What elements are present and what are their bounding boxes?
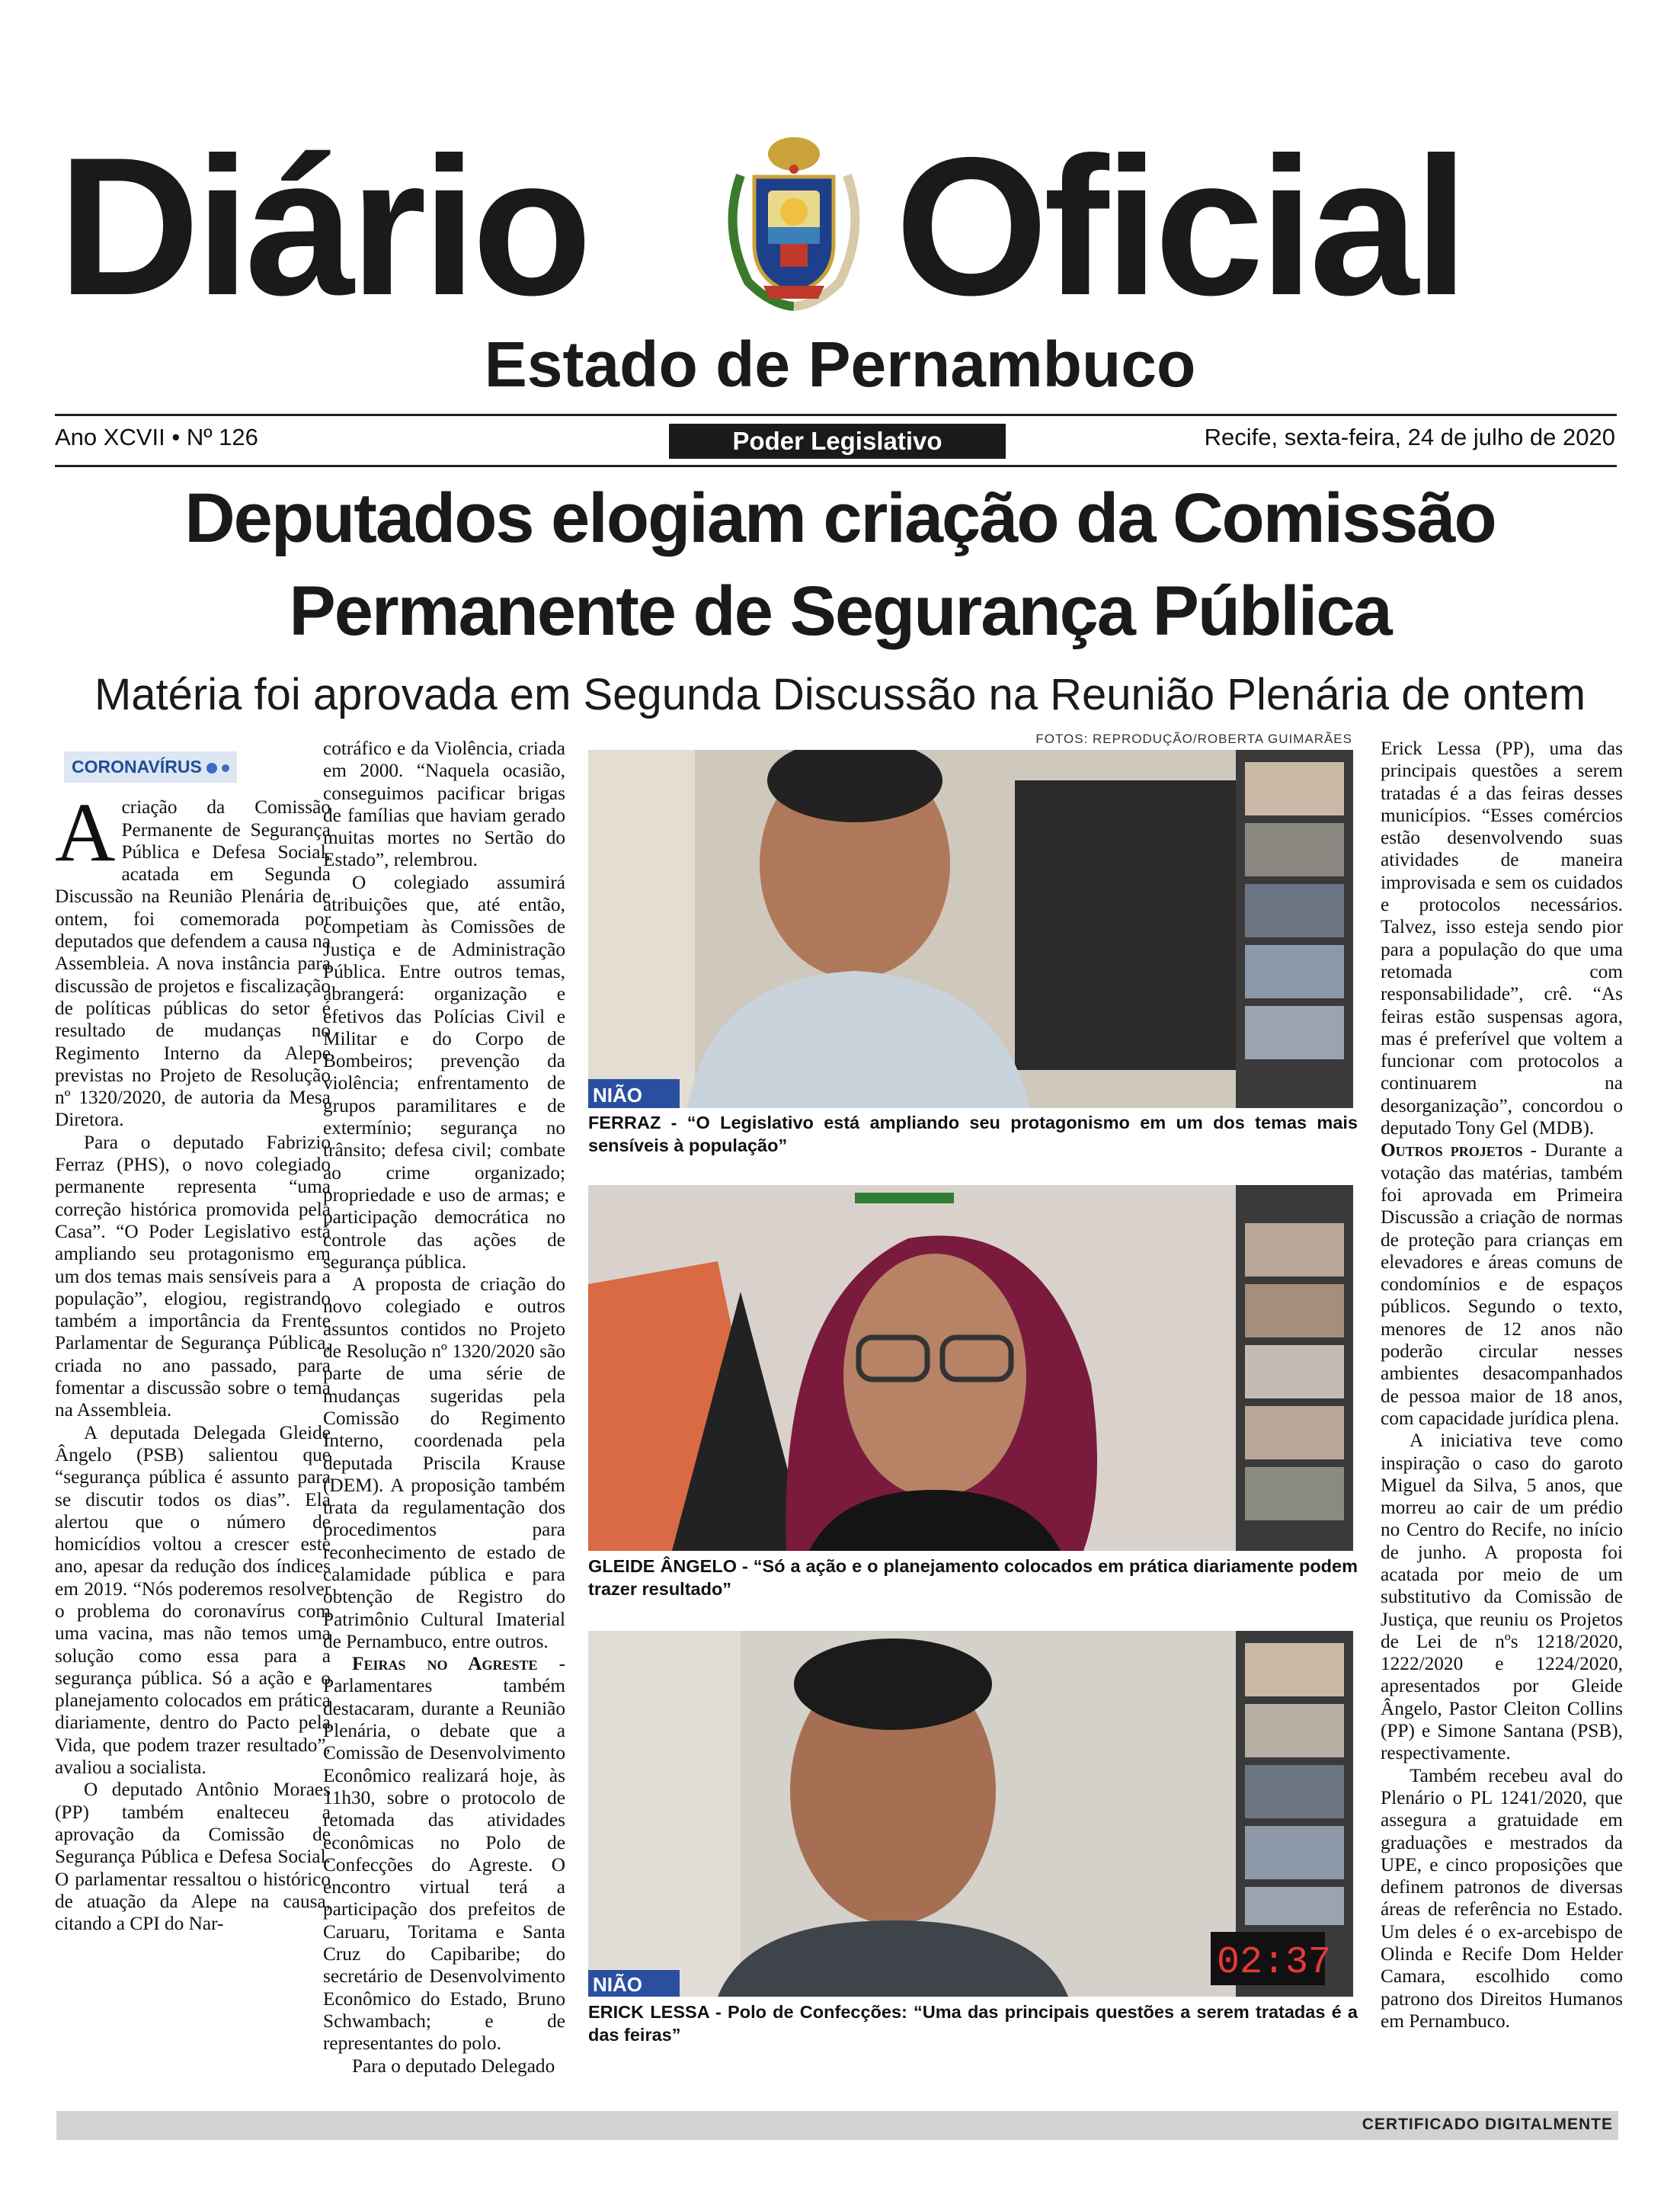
headline-line-1: Deputados elogiam criação da Comissão — [184, 479, 1496, 557]
paragraph: O deputado Antônio Moraes (PP) também enalteceu a aprovação da Comissão de Segurança Pública e Defesa Social. O parlamentar ressaltou o histórico de atuação da Alepe na causa, citando a CPI do Nar- — [55, 1779, 331, 1935]
photo-gleide-angelo — [588, 1185, 1353, 1551]
photo-ferraz — [588, 750, 1353, 1108]
section-label: Poder Legislativo — [669, 424, 1006, 459]
pernambuco-coat-of-arms-icon — [718, 130, 870, 312]
paragraph: A deputada Delegada Gleide Ângelo (PSB) salientou que “segurança pública é assunto para se discutir todos os dias”. Ela alertou que o número de homicídios voltou a crescer este ano, apesar da redução dos índices em 2019. “Nós poderemos resolver o problema do coronavírus com uma vacina, mas não temos uma solução como essa para a segurança pública. Só a ação e o planejamento colocados em prática diariamente, dentro do Pacto pela Vida, que podem trazer resultado”, avaliou a socialista. — [55, 1421, 331, 1779]
paragraph-text: criação da Comissão Permanente de Segurança Pública e Defesa Social, acatada em Segunda Discussão na Reunião Plenária de ontem, foi comemorada por deputados que defendem a causa na Assembleia. A nova instância para discussão de projetos e fiscalização de políticas públicas do setor é resultado de mudanças no Regimento Interno da Alepe previstas no Projeto de Resolução nº 1320/2020, de autoria da Mesa Diretora. — [55, 796, 331, 1131]
virus-icon — [206, 763, 217, 774]
video-timer: 02:37 — [1217, 1941, 1332, 1984]
masthead-subtitle: Estado de Pernambuco — [484, 328, 1196, 400]
video-overlay-label: NIÃO — [593, 1973, 642, 1996]
subhead: Feiras no Agreste — [352, 1653, 538, 1675]
digital-certificate-label: CERTIFICADO DIGITALMENTE — [1362, 2116, 1613, 2133]
paragraph: A proposta de criação do novo colegiado e outros assuntos contidos no Projeto de Resolução nº 1320/2020 são parte de uma série de mudanças sugeridas pela Comissão do Regimento Interno, coordenada pela deputada Priscila Krause (DEM). A proposição também trata da regulamentação dos procedimentos para reconhecimento de estado de calamidade pública e para obtenção de Registro do Patrimônio Cultural Imaterial de Pernambuco, entre outros. — [323, 1273, 565, 1652]
masthead-word-diario: Diário — [58, 116, 588, 336]
paragraph: O colegiado assumirá atribuições que, até então, competiam às Comissões de Justiça e de Administração Pública. Entre outros temas, abrangerá: organização e efetivos das Polícias Civil e Militar e do Corpo de Bombeiros; prevenção da violência; enfrentamento de grupos paramilitares e de extermínio; segurança no trânsito; defesa civil; combate ao crime organizado; propriedade e uso de armas; e participação democrática no controle das ações de segurança pública. — [323, 871, 565, 1273]
photo-caption-gleide-angelo: GLEIDE ÂNGELO - “Só a ação e o planejamento colocados em prática diariamente podem trazer resultado” — [588, 1556, 1358, 1599]
headline-line-2: Permanente de Segurança Pública — [289, 572, 1391, 650]
article-column-1 — [55, 745, 331, 1935]
photo-erick-lessa — [588, 1631, 1353, 1997]
masthead-rule-top — [55, 414, 1617, 416]
virus-icon — [222, 764, 229, 772]
headline-deck: Matéria foi aprovada em Segunda Discussão na Reunião Plenária de ontem — [94, 670, 1586, 719]
article-column-2 — [323, 738, 565, 2077]
paragraph: Para o deputado Delegado — [352, 2055, 555, 2077]
paragraph — [55, 786, 331, 1131]
video-overlay-label: NIÃO — [593, 1084, 642, 1107]
paragraph: Erick Lessa (PP), uma das principais questões a serem tratadas é a das feiras desses municípios. “Esses comércios estão desenvolvendo suas atividades de maneira improvisada e sem os cuidados e protocolos necessários. Talvez, isso esteja sendo pior para a população do que uma retomada com responsabilidade”, crê. “As feiras estão suspensas agora, mas é preferível que voltem a funcionar com protocolos a continuarem na desorganização”, concordou o deputado Tony Gel (MDB). — [1381, 738, 1623, 1139]
dateline: Recife, sexta-feira, 24 de julho de 2020 — [1204, 424, 1615, 450]
section-tag — [64, 751, 237, 783]
section-tag-label: CORONAVÍRUS — [72, 757, 202, 777]
masthead-word-oficial: Oficial — [895, 116, 1464, 336]
photo-caption-ferraz: FERRAZ - “O Legislativo está ampliando seu protagonismo em um dos temas mais sensíveis à população” — [588, 1113, 1358, 1155]
edition-number: Ano XCVII • Nº 126 — [55, 424, 258, 450]
masthead-rule-bottom — [55, 465, 1617, 467]
subhead: Outros projetos — [1381, 1139, 1523, 1161]
photo-caption-erick-lessa: ERICK LESSA - Polo de Confecções: “Uma das principais questões a serem tratadas é a das feiras” — [588, 2002, 1358, 2045]
paragraph: Também recebeu aval do Plenário o PL 1241/2020, que assegura a gratuidade em graduações e mestrados da UPE, e cinco proposições que definem patronos de diversas áreas de referência no Estado. Um deles é o ex-arcebispo de Olinda e Recife Dom Helder Camara, escolhido como patrono dos Direitos Humanos em Pernambuco. — [1381, 1764, 1623, 2032]
paragraph: Para o deputado Fabrizio Ferraz (PHS), o novo colegiado permanente representa “uma correção histórica promovida pela Casa”. “O Poder Legislativo está ampliando seu protagonismo em um dos temas mais sensíveis para a população”, elogiou, registrando também a importância da Frente Parlamentar de Segurança Pública, criada no ano passado, para fomentar a discussão sobre o tema na Assembleia. — [55, 1131, 331, 1421]
paragraph — [1381, 1139, 1623, 1430]
paragraph: A iniciativa teve como inspiração o caso do garoto Miguel da Silva, 5 anos, que morreu ao cair de um prédio no Centro do Recife, no início de junho. A proposta foi acatada por meio de um substitutivo da Comissão de Justiça, que reuniu os Projetos de Lei de nºs 1218/2020, 1222/2020 e 1224/2020, apresentados por Gleide Ângelo, Pastor Cleiton Collins (PP) e Simone Santana (PSB), respectivamente. — [1381, 1430, 1623, 1764]
drop-cap: A — [55, 786, 116, 879]
article-column-4 — [1381, 738, 1623, 2032]
paragraph: cotráfico e da Violência, criada em 2000. “Naquela ocasião, conseguimos pacificar brigas de famílias que haviam gerado muitas mortes no Sertão do Estado”, relembrou. — [323, 738, 565, 871]
photo-credit: FOTOS: REPRODUÇÃO/ROBERTA GUIMARÃES — [1035, 732, 1352, 746]
paragraph-text: - Parlamentares também destacaram, durante a Reunião Plenária, o debate que a Comissão de Desenvolvimento Econômico realizará hoje, às 11h30, sobre o protocolo de retomada das atividades econômicas no Polo de Confecções do Agreste. O encontro virtual terá a participação dos prefeitos de Caruaru, Toritama e Santa Cruz do Capibaribe; do secretário de Desenvolvimento Econômico do Estado, Bruno Schwambach; e de representantes do polo. — [323, 1653, 566, 2055]
paragraph-text: - Durante a votação das matérias, também foi aprovada em Primeira Discussão a criação de normas de proteção para crianças em elevadores e áreas comuns de condomínios e de espaços públicos. Segundo o texto, menores de 12 anos não poderão circular nesses ambientes desacompanhados de pessoa maior de 18 anos, com capacidade jurídica plena. — [1381, 1139, 1623, 1429]
paragraph — [323, 1653, 565, 2055]
